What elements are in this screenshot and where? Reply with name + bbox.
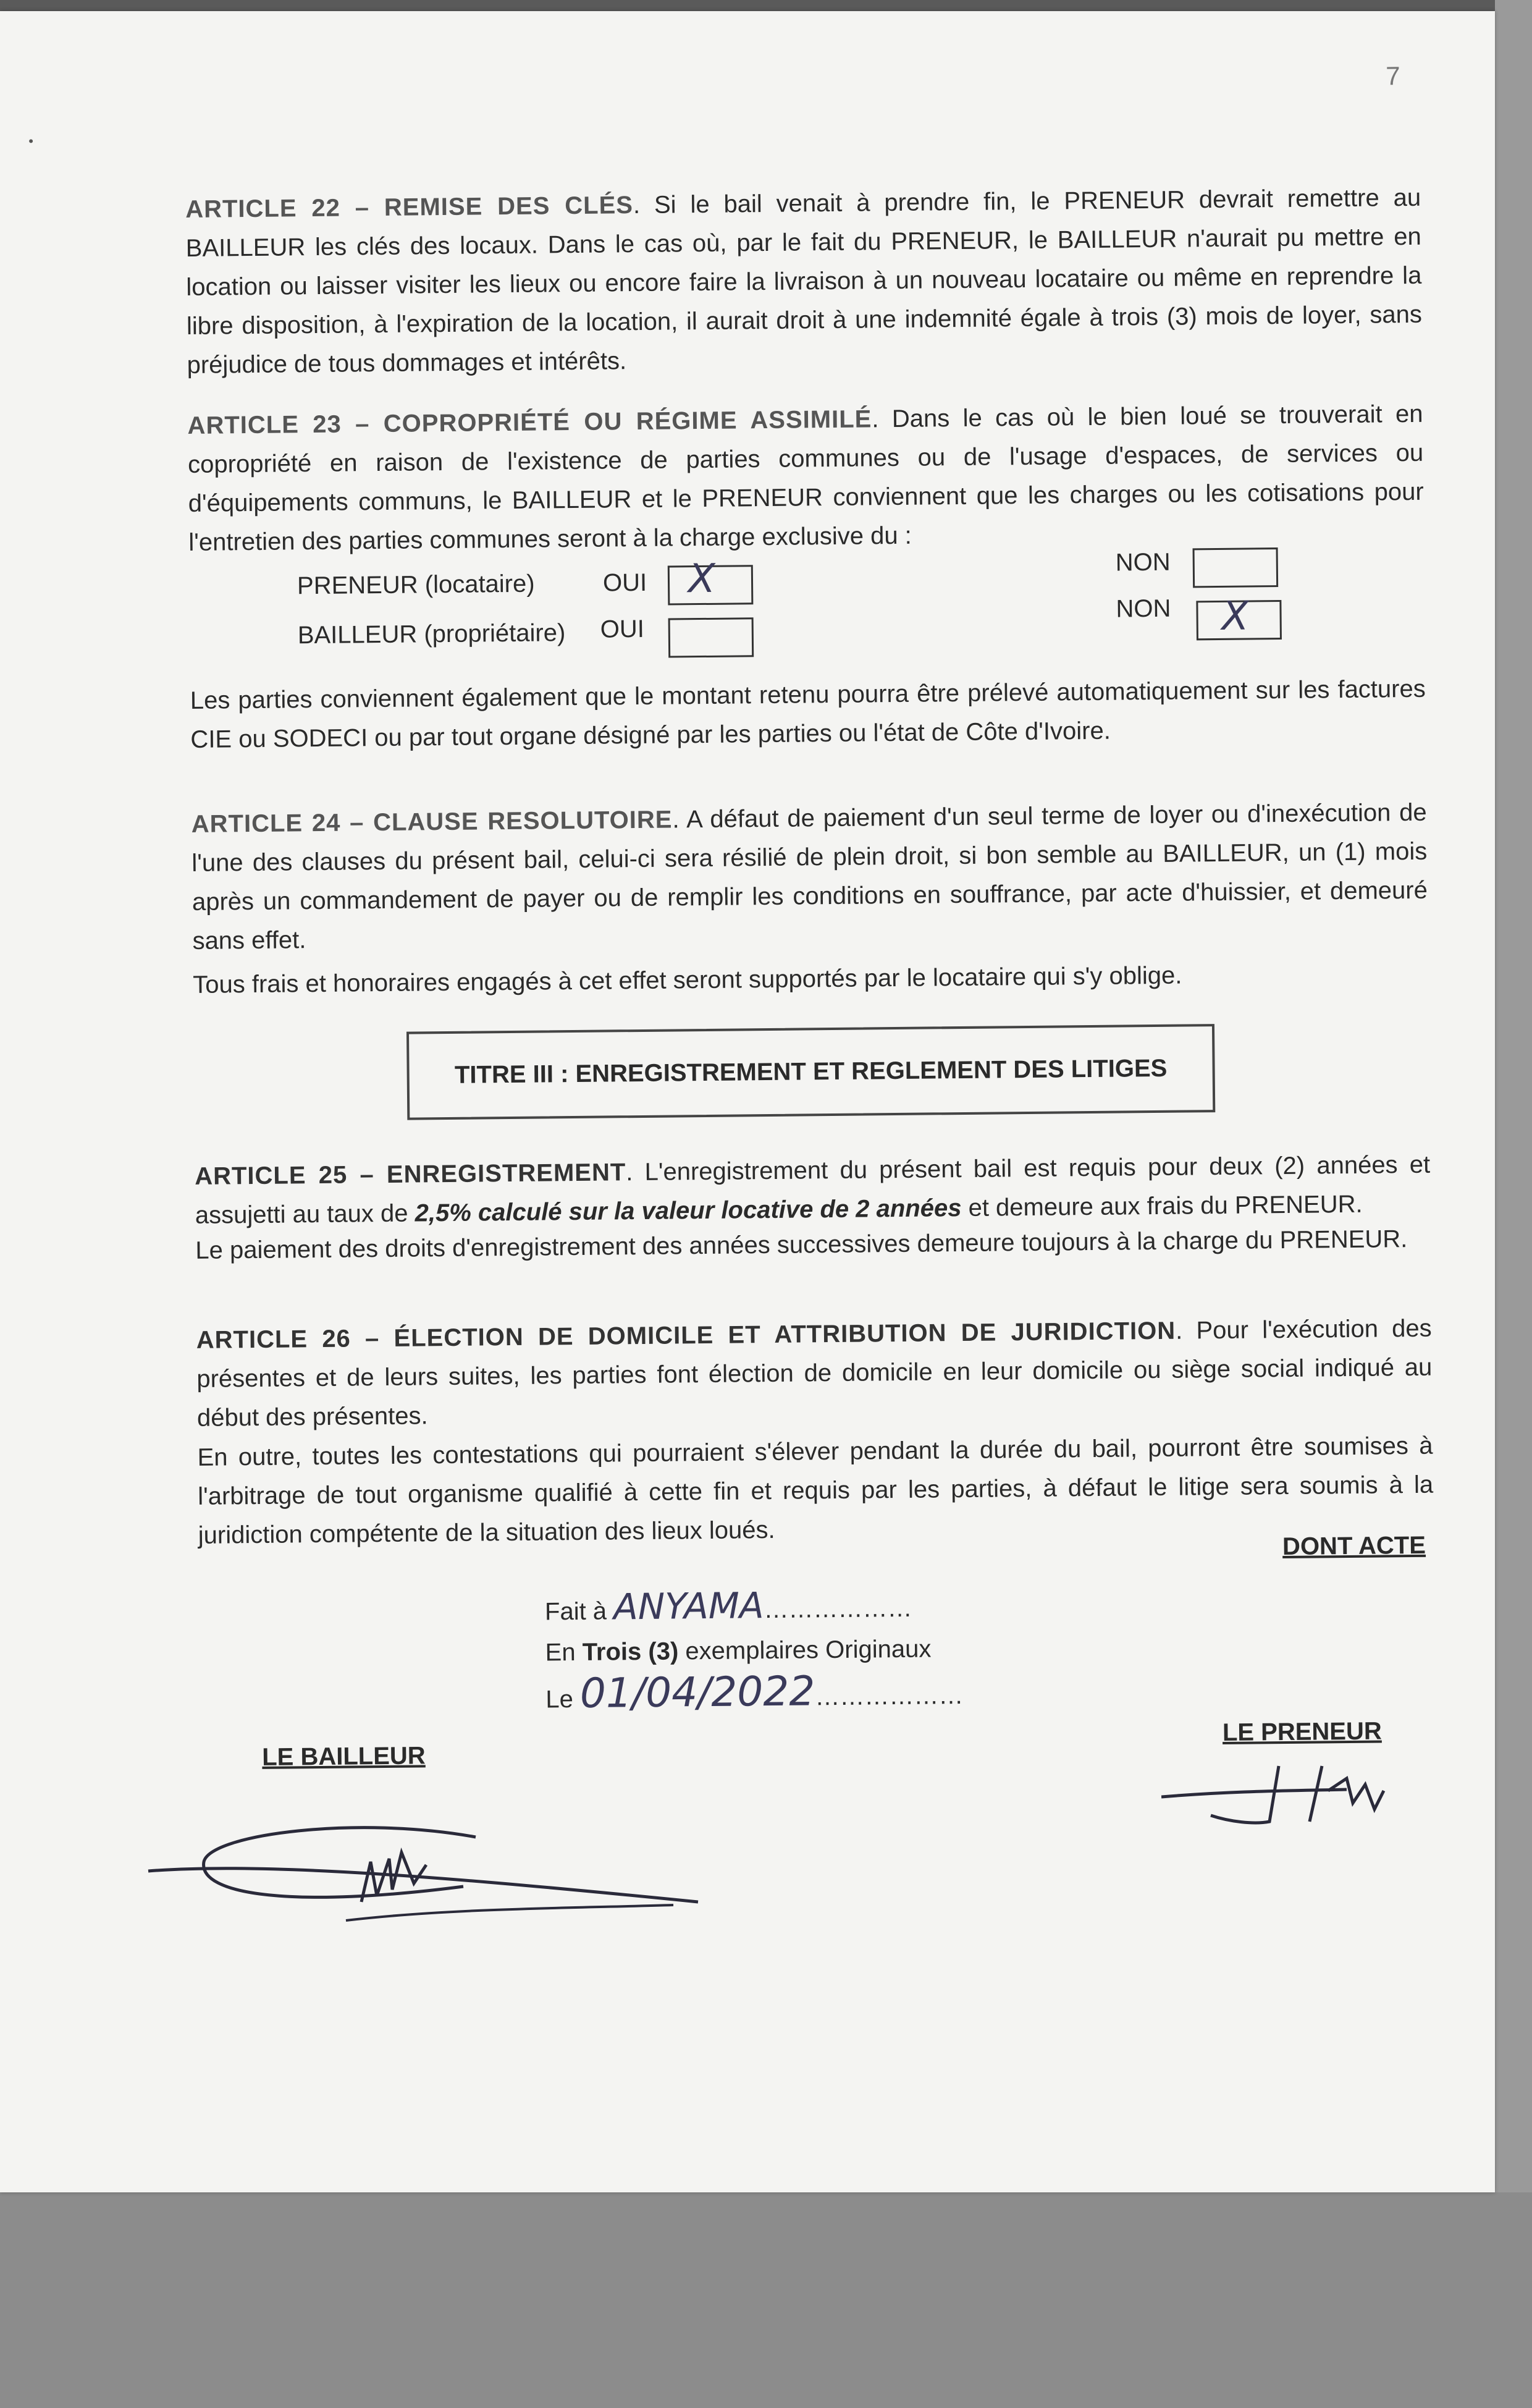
preneur-non-label: NON: [1115, 548, 1171, 577]
exemplaires-line: En Trois (3) exemplaires Originaux: [545, 1635, 932, 1667]
article-23: ARTICLE 23 – COPROPRIÉTÉ OU RÉGIME ASSIMILÉ. Dans le cas où le bien loué se trouverait en copropriété en raison de l'existence de parties communes ou de l'usage d'espaces, de services ou d'équipements communs, le BAILLEUR et le PRENEUR conviennent que les charges ou les cotisations pour l'entretien des parties communes seront à la charge exclusive du :: [187, 400, 1424, 556]
bailleur-label: BAILLEUR (propriétaire): [297, 619, 566, 649]
bailleur-signature-label: LE BAILLEUR: [262, 1742, 426, 1771]
document-page: [0, 11, 1495, 2192]
date-line: Le 01/04/2022………………: [545, 1667, 964, 1717]
article-26-note: En outre, toutes les contestations qui pourraient s'élever pendant la durée du bail, pourront être soumises à l'arbitrage de tout organisme qualifié à cette fin et requis par les parties, à défaut le litige sera soumis à la juridiction compétente de la situation des lieux loués.: [197, 1432, 1434, 1549]
preneur-oui-checkbox[interactable]: X: [668, 565, 754, 605]
article-24-note: Tous frais et honoraires engagés à cet effet seront supportés par le locataire qui s'y oblige.: [193, 961, 1182, 999]
preneur-oui-label: OUI: [602, 568, 647, 597]
bailleur-signature: [142, 1803, 710, 1976]
bailleur-non-label: NON: [1116, 594, 1171, 623]
preneur-signature-label: LE PRENEUR: [1222, 1717, 1382, 1746]
article-24: ARTICLE 24 – CLAUSE RESOLUTOIRE. A défaut de paiement d'un seul terme de loyer ou d'inexécution de l'une des clauses du présent bail, celui-ci sera résilié de plein droit, si bon semble au BAILLEUR, un (1) mois après un commandement de payer ou de remplir les conditions en souffrance, par acte d'huissier, et demeuré sans effet.: [191, 798, 1428, 955]
article-25-note: Le paiement des droits d'enregistrement des années successives demeure toujours à la charge du PRENEUR.: [195, 1225, 1408, 1264]
speck: [29, 139, 33, 143]
bailleur-non-checkbox[interactable]: X: [1196, 600, 1282, 640]
dont-acte: DONT ACTE: [1282, 1531, 1426, 1561]
article-22: ARTICLE 22 – REMISE DES CLÉS. Si le bail venait à prendre fin, le PRENEUR devrait remettre au BAILLEUR les clés des locaux. Dans le cas où, par le fait du PRENEUR, le BAILLEUR n'aurait pu mettre en location ou laisser visiter les lieux ou encore faire la livraison à un nouveau locataire ou même en reprendre la libre disposition, à l'expiration de la location, il aurait droit à une indemnité égale à trois (3) mois de loyer, sans préjudice de tous dommages et intérêts.: [185, 184, 1423, 379]
article-26: ARTICLE 26 – ÉLECTION DE DOMICILE ET ATTRIBUTION DE JURIDICTION. Pour l'exécution des présentes et de leurs suites, les parties font élection de domicile en leur domicile ou siège social indiqué au début des présentes.: [196, 1314, 1433, 1432]
bailleur-oui-label: OUI: [600, 615, 645, 643]
preneur-non-checkbox[interactable]: [1193, 547, 1279, 588]
article-23-note: Les parties conviennent également que le montant retenu pourra être prélevé automatiquement sur les factures CIE ou SODECI ou par tout organe désigné par les parties ou l'état de Côte d'Ivoire.: [190, 675, 1426, 753]
fait-a-line: Fait à ANYAMA………………: [544, 1584, 912, 1628]
titre-iii-heading: TITRE III : ENREGISTREMENT ET REGLEMENT DES LITIGES: [406, 1024, 1215, 1120]
page-number: 7: [1385, 61, 1400, 91]
article-25: ARTICLE 25 – ENREGISTREMENT. L'enregistrement du présent bail est requis pour deux (2) années et assujetti au taux de 2,5% calculé sur la valeur locative de 2 années et demeure aux frais du PRENEUR.: [195, 1151, 1431, 1229]
preneur-signature: [1161, 1754, 1421, 1834]
bailleur-oui-checkbox[interactable]: [668, 617, 754, 657]
preneur-label: PRENEUR (locataire): [297, 570, 535, 600]
